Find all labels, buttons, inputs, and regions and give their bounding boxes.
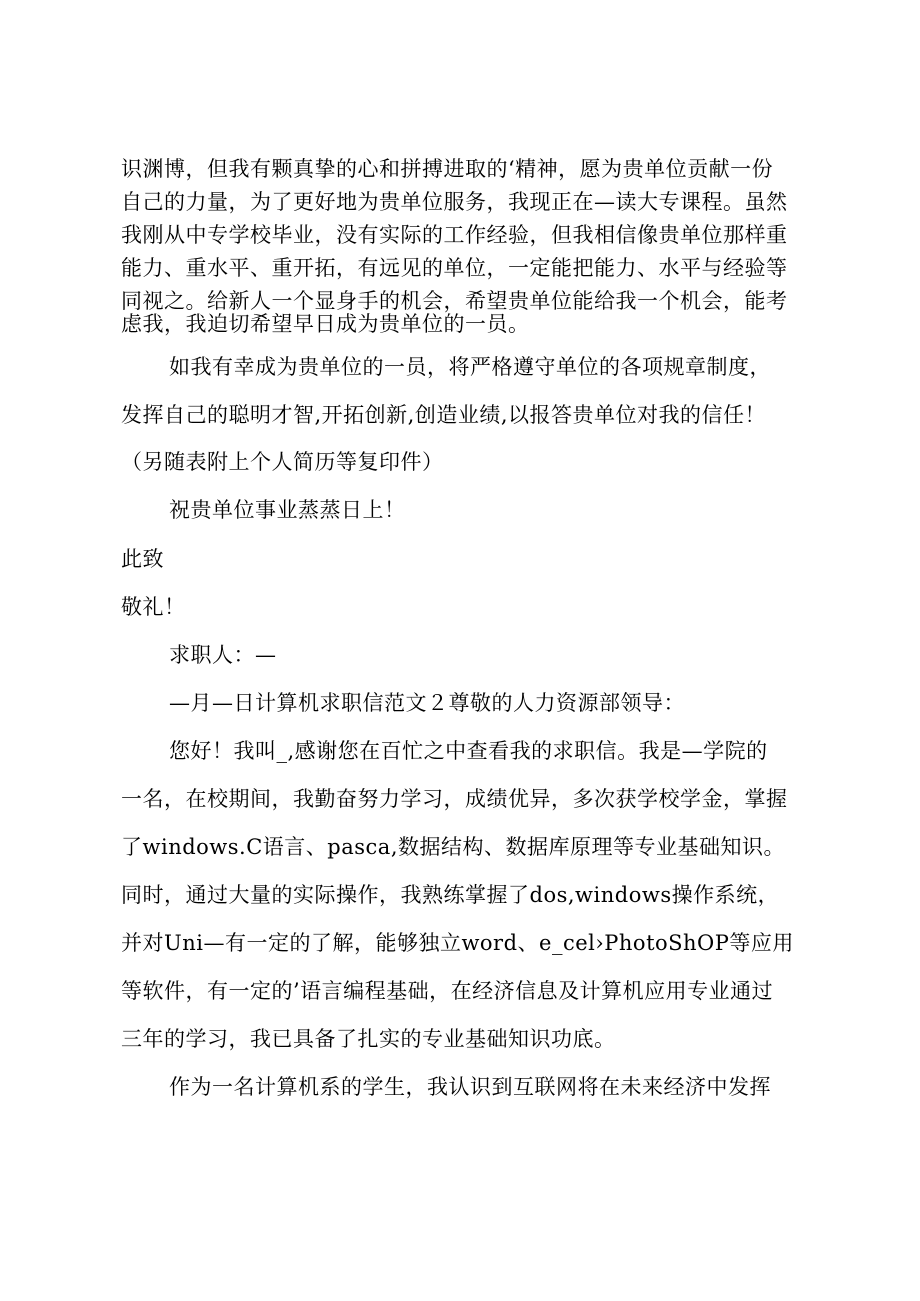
paragraph-line: 同时，通过大量的实际操作，我熟练掌握了dos,windows操作系统， — [121, 883, 780, 907]
salutation-ci-zhi: 此致 — [121, 547, 164, 571]
signature-line: 求职人：— — [169, 643, 277, 667]
closing-wish: 祝贵单位事业蒸蒸日上！ — [169, 498, 406, 522]
paragraph-line: 能力、重水平、重开拓，有远见的单位，一定能把能力、水平与经验等 — [121, 256, 788, 280]
paragraph-line: 自己的力量，为了更好地为贵单位服务，我现正在—读大专课程。虽然 — [121, 190, 788, 214]
paragraph-line: 同视之。给新人一个显身手的机会，希望贵单位能给我一个机会，能考 — [121, 289, 788, 313]
date-and-title-line: —月—日计算机求职信范文２尊敬的人力资源部领导： — [169, 691, 685, 715]
paragraph-line: 了windows.C语言、pasca,数据结构、数据库原理等专业基础知识。 — [121, 835, 785, 859]
paragraph-line: 我刚从中专学校毕业，没有实际的工作经验，但我相信像贵单位那样重 — [121, 223, 788, 247]
paragraph-line: 如我有幸成为贵单位的一员，将严格遵守单位的各项规章制度， — [169, 355, 771, 379]
paragraph-line: 发挥自己的聪明才智,开拓创新,创造业绩,以报答贵单位对我的信任！ — [121, 403, 767, 427]
paragraph-line: 您好！我叫_,感谢您在百忙之中查看我的求职信。我是—学院的 — [169, 739, 768, 763]
salutation-jing-li: 敬礼！ — [121, 595, 186, 619]
paragraph-line: 一名，在校期间，我勤奋努力学习，成绩优异，多次获学校学金，掌握 — [121, 787, 788, 811]
paragraph-line: 虑我，我迫切希望早日成为贵单位的一员。 — [121, 312, 530, 336]
paragraph-line: 并对Uni—有一定的了解，能够独立word、e_cel›PhotoShOP等应用 — [121, 931, 794, 955]
paragraph-line: 识渊博，但我有颗真挚的心和拼搏进取的‘精神，愿为贵单位贡献一份 — [121, 157, 774, 181]
paragraph-line: （另随表附上个人简历等复印件） — [121, 450, 444, 474]
paragraph-line: 三年的学习，我已具备了扎实的专业基础知识功底。 — [121, 1027, 616, 1051]
paragraph-line: 等软件，有一定的’语言编程基础，在经济信息及计算机应用专业通过 — [121, 979, 774, 1003]
paragraph-line: 作为一名计算机系的学生，我认识到互联网将在未来经济中发挥 — [169, 1075, 771, 1099]
